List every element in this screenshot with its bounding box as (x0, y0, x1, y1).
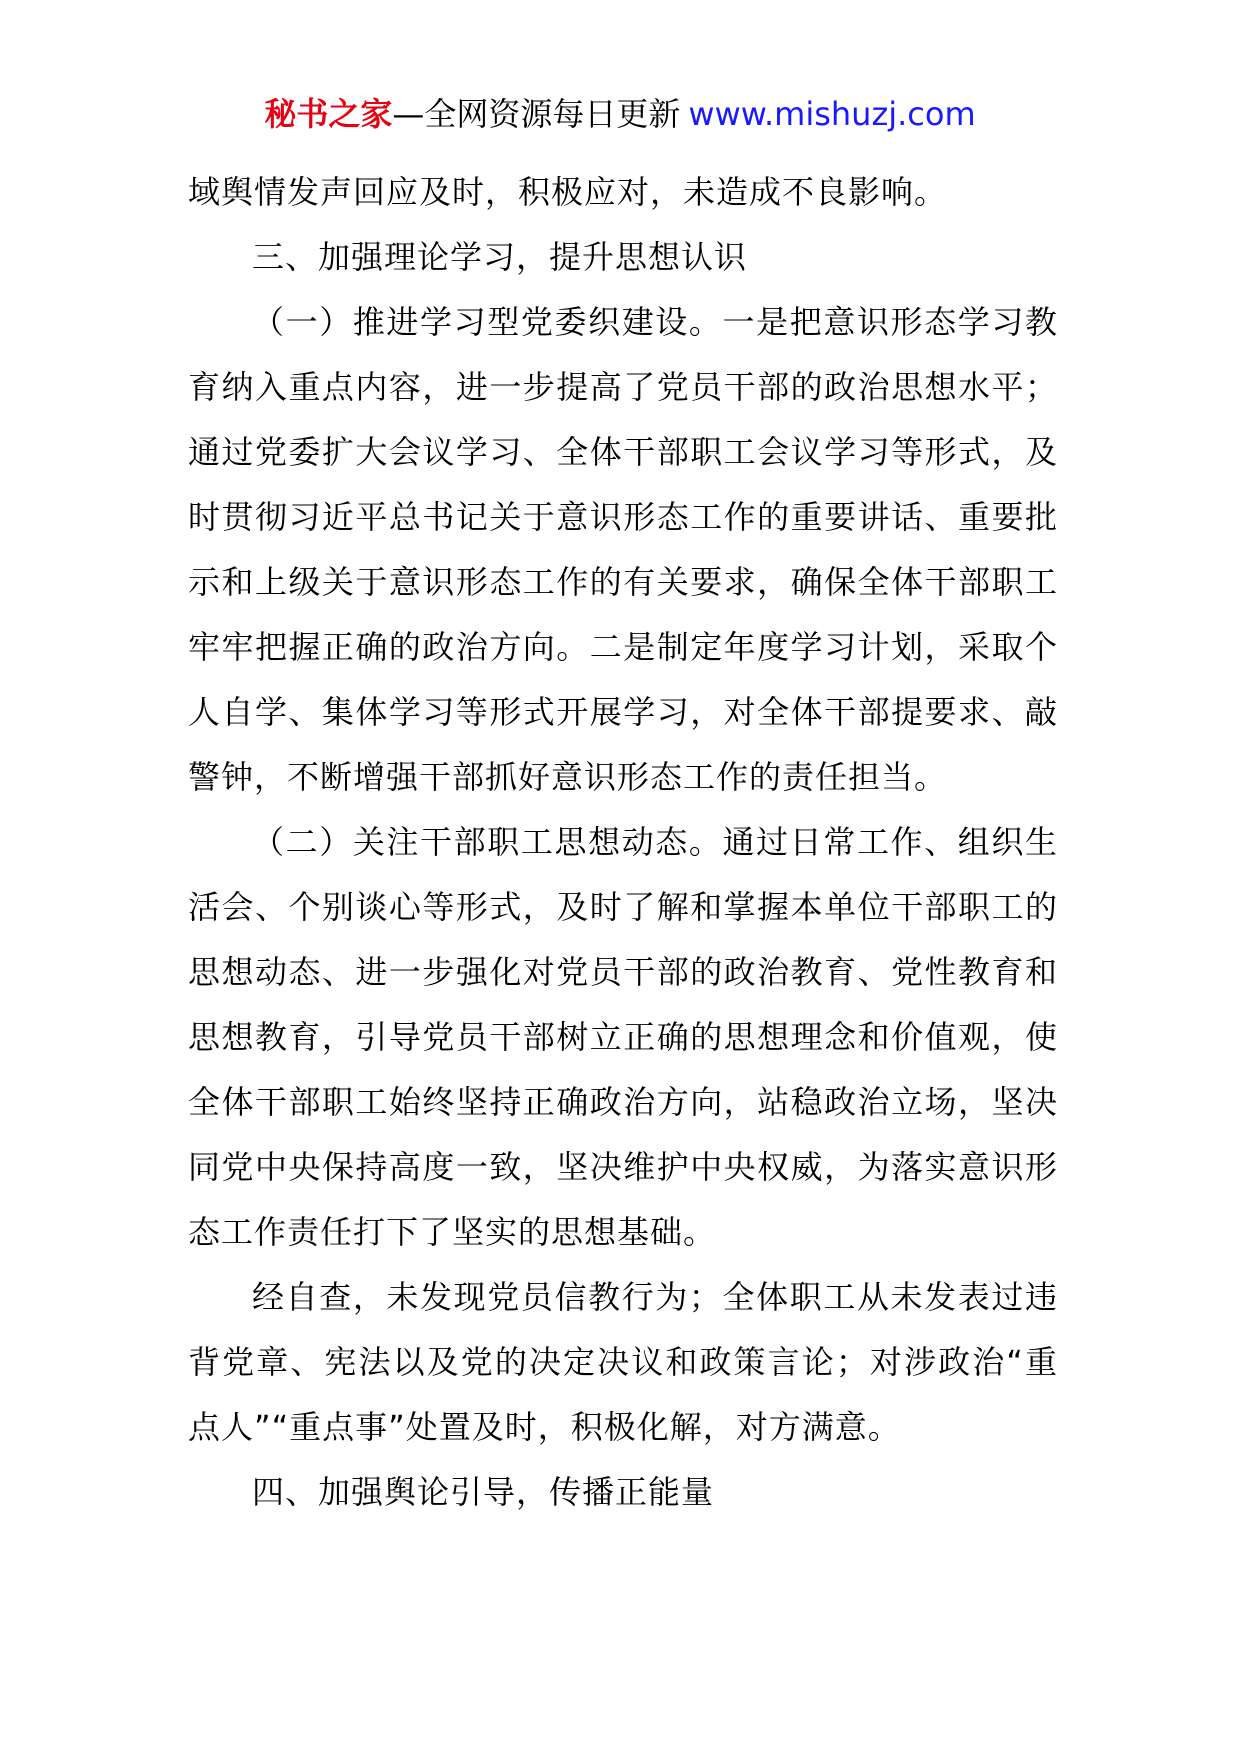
document-body (188, 160, 1058, 1525)
site-tagline: —全网资源每日更新 (392, 95, 681, 133)
site-header (0, 92, 1240, 136)
paragraph-staff-thinking: （二）关注干部职工思想动态。通过日常工作、组织生活会、个别谈心等形式，及时了解和掌握本单位干部职工的思想动态、进一步强化对党员干部的政治教育、党性教育和思想教育，引导党员干部树立正确的思想理念和价值观，使全体干部职工始终坚持正确政治方向，站稳政治立场，坚决同党中央保持高度一致，坚决维护中央权威，为落实意识形态工作责任打下了坚实的思想基础。 (188, 823, 1058, 1251)
paragraph-continued: 域舆情发声回应及时，积极应对，未造成不良影响。 (188, 173, 948, 211)
section-heading-3: 三、加强理论学习，提升思想认识 (252, 238, 748, 276)
paragraph-study-organization: （一）推进学习型党委织建设。一是把意识形态学习教育纳入重点内容，进一步提高了党员干部的政治思想水平；通过党委扩大会议学习、全体干部职工会议学习等形式，及时贯彻习近平总书记关于意识形态工作的重要讲话、重要批示和上级关于意识形态工作的有关要求，确保全体干部职工牢牢把握正确的政治方向。二是制定年度学习计划，采取个人自学、集体学习等形式开展学习，对全体干部提要求、敲警钟，不断增强干部抓好意识形态工作的责任担当。 (188, 303, 1058, 796)
paragraph-self-inspection: 经自查，未发现党员信教行为；全体职工从未发表过违背党章、宪法以及党的决定决议和政策言论；对涉政治“重点人”“重点事”处置及时，积极化解，对方满意。 (188, 1278, 1058, 1446)
site-url-link[interactable]: www.mishuzj.com (688, 95, 976, 133)
site-brand: 秘书之家 (264, 95, 393, 133)
section-heading-4: 四、加强舆论引导，传播正能量 (252, 1473, 715, 1511)
